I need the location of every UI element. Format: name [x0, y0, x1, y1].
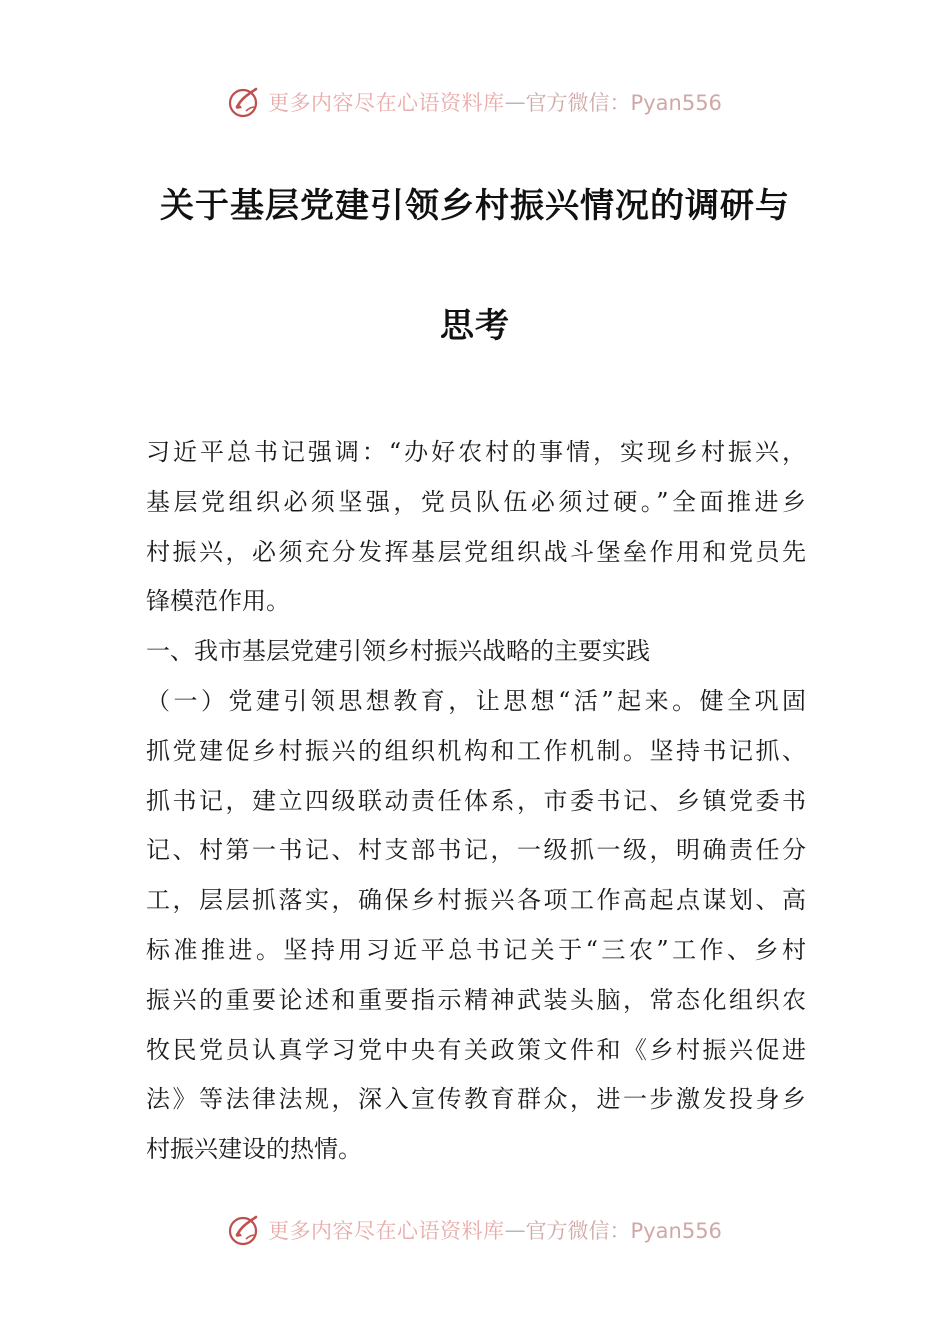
- banner-contact: 官方微信：Pyan556: [525, 1219, 722, 1243]
- body-line: 标准推进。坚持用习近平总书记关于“三农”工作、乡村: [146, 935, 806, 964]
- banner-content: [228, 85, 722, 119]
- body-line: 牧民党员认真学习党中央有关政策文件和《乡村振兴促进: [146, 1035, 806, 1064]
- banner-text: 更多内容尽在心语资料库: [268, 91, 505, 115]
- body-line: 抓书记，建立四级联动责任体系，市委书记、乡镇党委书: [146, 786, 806, 815]
- body-line: 工，层层抓落实，确保乡村振兴各项工作高起点谋划、高: [146, 886, 806, 915]
- body-line: 记、村第一书记、村支部书记，一级抓一级，明确责任分: [146, 836, 806, 865]
- document-body: [146, 428, 806, 1175]
- section-heading: 一、我市基层党建引领乡村振兴战略的主要实践: [146, 637, 650, 666]
- body-line: 基层党组织必须坚强，党员队伍必须过硬。”全面推进乡: [146, 487, 806, 516]
- banner-dash: —: [504, 1218, 526, 1242]
- document-title-line-1: 关于基层党建引领乡村振兴情况的调研与: [160, 186, 790, 226]
- pen-circle-icon: [228, 85, 262, 119]
- pen-circle-icon: [228, 1213, 262, 1247]
- body-line: 抓党建促乡村振兴的组织机构和工作机制。坚持书记抓、: [146, 736, 806, 765]
- body-line: 习近平总书记强调：“办好农村的事情，实现乡村振兴，: [146, 438, 806, 466]
- body-line: 村振兴，必须充分发挥基层党组织战斗堡垒作用和党员先: [146, 537, 806, 566]
- body-line: 振兴的重要论述和重要指示精神武装头脑，常态化组织农: [146, 985, 806, 1014]
- banner-content: [228, 1213, 722, 1247]
- body-line: 村振兴建设的热情。: [146, 1135, 362, 1164]
- header-banner: [0, 82, 950, 122]
- body-line: （一）党建引领思想教育，让思想“活”起来。健全巩固: [146, 686, 806, 715]
- document-title-line-2: 思考: [440, 306, 510, 346]
- footer-banner: [0, 1210, 950, 1250]
- body-line: 法》等法律法规，深入宣传教育群众，进一步激发投身乡: [146, 1085, 806, 1114]
- body-line: 锋模范作用。: [146, 587, 290, 616]
- banner-text: 更多内容尽在心语资料库: [268, 1219, 505, 1243]
- banner-dash: —: [504, 90, 526, 114]
- banner-contact: 官方微信：Pyan556: [525, 91, 722, 115]
